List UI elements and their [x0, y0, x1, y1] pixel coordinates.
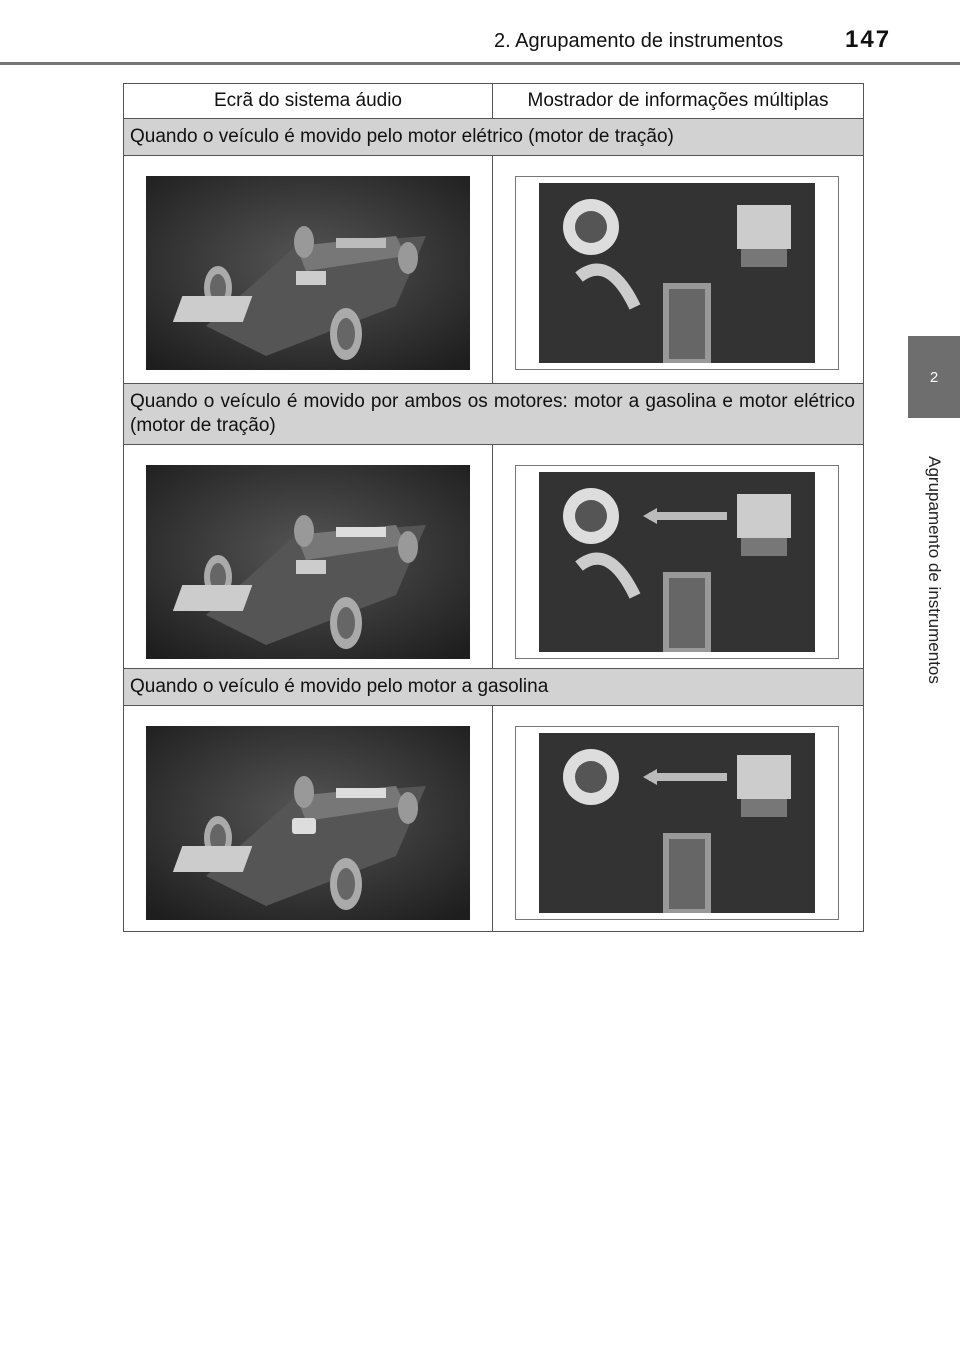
col-header-mid: Mostrador de informações múltiplas	[493, 84, 864, 119]
audio-image-cell	[124, 445, 493, 669]
chapter-label: Agrupamento de instrumentos	[925, 456, 944, 684]
audio-screen-gasoline-image	[146, 726, 470, 920]
chapter-number: 2	[929, 368, 939, 386]
mid-image-cell	[493, 156, 864, 384]
mid-frame	[515, 465, 839, 659]
condition-both: Quando o veículo é movido por ambos os motores: motor a gasolina e motor elétrico (motor de tração)	[124, 384, 864, 445]
condition-gasoline: Quando o veículo é movido pelo motor a gasolina	[124, 669, 864, 706]
page-number: 147	[845, 26, 892, 53]
audio-image-cell	[124, 156, 493, 384]
mid-image-cell	[493, 706, 864, 932]
energy-monitor-table	[123, 83, 864, 932]
audio-image-cell	[124, 706, 493, 932]
condition-electric: Quando o veículo é movido pelo motor elétrico (motor de tração)	[124, 119, 864, 156]
col-header-audio: Ecrã do sistema áudio	[124, 84, 493, 119]
header-divider	[0, 62, 960, 65]
mid-frame	[515, 726, 839, 920]
mid-frame	[515, 176, 839, 370]
header-section-title: 2. Agrupamento de instrumentos	[494, 30, 784, 52]
mid-image-cell	[493, 445, 864, 669]
chapter-tab[interactable]	[908, 336, 960, 418]
audio-screen-electric-image	[146, 176, 470, 370]
audio-screen-both-image	[146, 465, 470, 659]
